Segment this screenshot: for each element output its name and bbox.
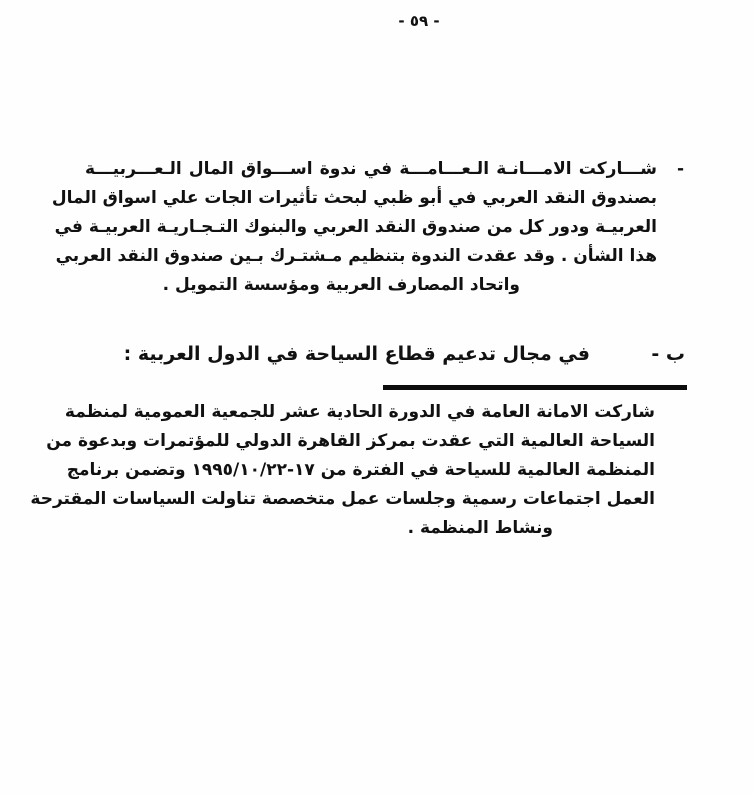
section-marker: ب - bbox=[651, 343, 685, 365]
intro-paragraph bbox=[51, 155, 657, 300]
section-heading-row bbox=[0, 343, 753, 371]
page-number: - ٥٩ - bbox=[398, 12, 440, 30]
tourism-paragraph bbox=[30, 398, 655, 543]
paragraph-line: العمل اجتماعات رسمية وجلسات عمل متخصصة تناولت السياسات المقترحة bbox=[30, 489, 655, 509]
bullet-dash: - bbox=[676, 159, 684, 179]
paragraph-line: السياحة العالمية التي عقدت بمركز القاهرة الدولي للمؤتمرات وبدعوة من bbox=[46, 431, 655, 451]
paragraph-line: ونشاط المنظمة . bbox=[407, 518, 553, 538]
paragraph-line: هذا الشأن . وقد عقدت الندوة بتنظيم مـشتـرك بـين صندوق النقد العربي bbox=[55, 246, 657, 266]
paragraph-line: واتحاد المصارف العربية ومؤسسة التمويل . bbox=[162, 275, 520, 295]
paragraph-line: شـــاركت الامـــانـة الـعـــامـــة في ندوة اســـواق المال الـعـــربيـــة bbox=[85, 159, 657, 179]
heading-underline bbox=[383, 385, 687, 390]
paragraph-line: العربيـة ودور كل من صندوق النقد العربي والبنوك التـجـاريـة العربيـة في bbox=[54, 217, 657, 237]
paragraph-line: بصندوق النقد العربي في أبو ظبي لبحث تأثيرات الجات علي اسواق المال bbox=[51, 188, 657, 208]
paragraph-line: شاركت الامانة العامة في الدورة الحادية عشر للجمعية العمومية لمنظمة bbox=[64, 402, 655, 422]
paragraph-line: المنظمة العالمية للسياحة في الفترة من ١٧-٢٢‏/‏١٠‏/‏١٩٩٥ وتضمن برنامج bbox=[66, 460, 655, 480]
section-title: في مجال تدعيم قطاع السياحة في الدول العربية : bbox=[123, 343, 590, 365]
